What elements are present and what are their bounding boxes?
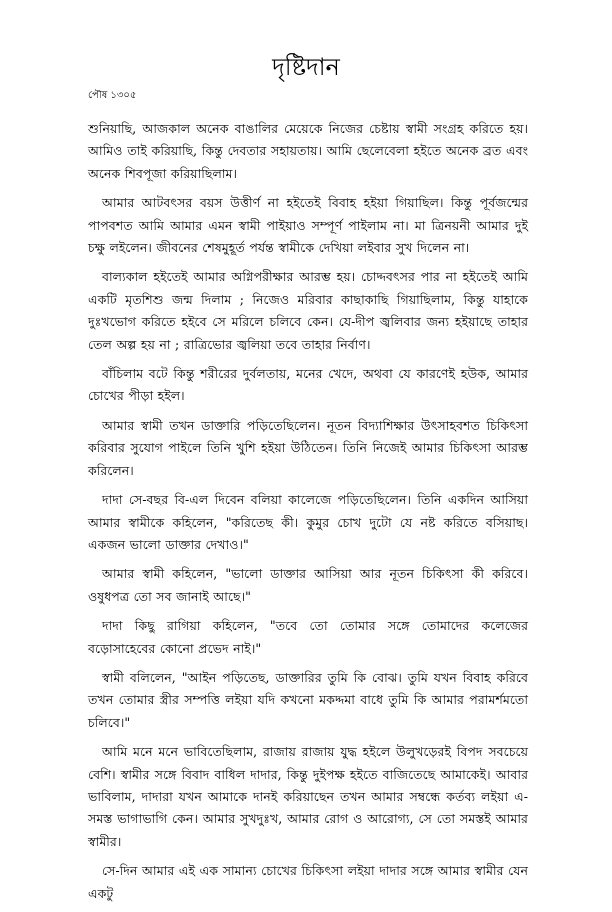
dateline: পৌষ ১৩০৫ [88,90,137,101]
paragraph-1: শুনিয়াছি, আজকাল অনেক বাঙালির মেয়েকে নিজের চেষ্টায় স্বামী সংগ্রহ করিতে হয়। আমিও তাই করিয়াছি, কিন্তু দেবতার সহায়তায়। আমি ছেলেবেলা হইতে অনেক ব্রত এবং অনেক শিবপূজা করিয়াছিলাম। [88,121,528,181]
paragraph-6: দাদা সে-বছর বি-এল দিবেন বলিয়া কালেজে পড়িতেছিলেন। তিনি একদিন আসিয়া আমার স্বামীকে কহিলেন, "করিতেছ কী। কুমুর চোখ দুটো যে নষ্ট করিতে বসিয়াছ। একজন ভালো ডাক্তার দেখাও।" [88,492,528,552]
paragraph-4: বাঁচিলাম বটে কিন্তু শরীরের দুর্বলতায়, মনের খেদে, অথবা যে কারণেই হউক, আমার চোখের পীড়া হইল। [88,366,528,404]
story-body [88,118,528,912]
paragraph-9: স্বামী বলিলেন, "আইন পড়িতেছ, ডাক্তারির তুমি কি বোঝ। তুমি যখন বিবাহ করিবে তখন তোমার স্ত্রীর সম্পত্তি লইয়া যদি কখনো মকদ্দমা বাধে তুমি কি আমার পরামর্শমতো চলিবে।" [88,669,528,730]
page-title: দৃষ্টিদান [272,53,340,81]
paragraph-5: আমার স্বামী তখন ডাক্তারি পড়িতেছিলেন। নূতন বিদ্যাশিক্ষার উৎসাহবশত চিকিৎসা করিবার সুযোগ পাইলে তিনি খুশি হইয়া উঠিতেন। তিনি নিজেই আমার চিকিৎসা আরম্ভ করিলেন। [88,417,528,478]
paragraph-2: আমার আটবৎসর বয়স উত্তীর্ণ না হইতেই বিবাহ হইয়া গিয়াছিল। কিন্তু পূর্বজন্মের পাপবশত আমি আমার এমন স্বামী পাইয়াও সম্পূর্ণ পাইলাম না। মা ত্রিনয়নী আমার দুই চক্ষু লইলেন। জীবনের শেষমুহূর্ত পর্যন্ত স্বামীকে দেখিয়া লইবার সুখ দিলেন না। [88,195,528,256]
paragraph-7: আমার স্বামী কহিলেন, "ভালো ডাক্তার আসিয়া আর নূতন চিকিৎসা কী করিবে। ওষুধপত্র তো সব জানাই আছে।" [88,566,528,604]
paragraph-10: আমি মনে মনে ভাবিতেছিলাম, রাজায় রাজায় যুদ্ধ হইলে উলুখড়েরই বিপদ সবচেয়ে বেশি। স্বামীর সঙ্গে বিবাদ বাধিল দাদার, কিন্তু দুইপক্ষ হইতে বাজিতেছে আমাকেই। আবার ভাবিলাম, দাদারা যখন আমাকে দানই করিয়াছেন তখন আমার সম্বন্ধে কর্তব্য লইয়া এ-সমস্ত ভাগাভাগি কেন। আমার সুখদুঃখ, আমার রোগ ও আরোগ্য, সে তো সমস্তই আমার স্বামীর। [88,744,528,849]
paragraph-11: সে-দিন আমার এই এক সামান্য চোখের চিকিৎসা লইয়া দাদার সঙ্গে আমার স্বামীর যেন একটু [88,863,528,901]
paragraph-3: বাল্যকাল হইতেই আমার অগ্নিপরীক্ষার আরম্ভ হয়। চোদ্দবৎসর পার না হইতেই আমি একটি মৃতশিশু জন্ম দিলাম ; নিজেও মরিবার কাছাকাছি গিয়াছিলাম, কিন্তু যাহাকে দুঃখভোগ করিতে হইবে সে মরিলে চলিবে কেন। যে-দীপ জ্বলিবার জন্য হইয়াছে তাহার তেল অল্প হয় না ; রাত্রিভোর জ্বলিয়া তবে তাহার নির্বাণ। [88,269,528,352]
paragraph-8: দাদা কিছু রাগিয়া কহিলেন, "তবে তো তোমার সঙ্গে তোমাদের কলেজের বড়োসাহেবের কোনো প্রভেদ নাই।" [88,618,528,656]
